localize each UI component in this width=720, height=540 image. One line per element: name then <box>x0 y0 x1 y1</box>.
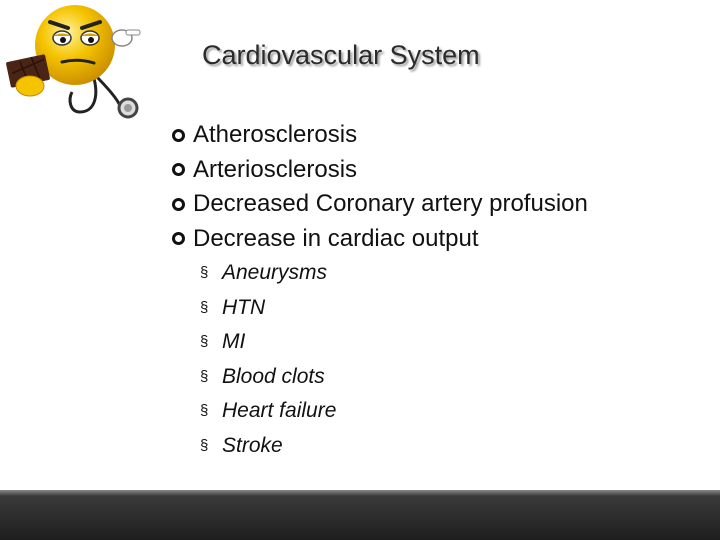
section-bullet-icon: § <box>200 436 209 454</box>
sub-bullet-item <box>200 394 336 429</box>
section-bullet-icon: § <box>200 402 209 419</box>
section-bullet-icon: § <box>200 298 209 316</box>
sub-bullet-text: Aneurysms <box>222 261 328 284</box>
sub-bullet-text: Stroke <box>222 433 283 457</box>
sub-bullet-text: Heart failure <box>222 399 337 422</box>
section-bullet-icon: § <box>200 333 209 350</box>
slide-title: Cardiovascular System <box>202 40 480 70</box>
main-bullet-text: Decreased Coronary artery profusion <box>193 190 588 217</box>
main-bullet-list <box>172 118 588 256</box>
sub-bullet-item <box>200 256 336 291</box>
sub-bullet-item <box>200 429 336 464</box>
sub-bullet-item <box>200 291 336 326</box>
main-bullet-text: Decrease in cardiac output <box>193 224 479 252</box>
section-bullet-icon: § <box>200 264 209 281</box>
smiley-doctor-with-stethoscope-icon <box>0 0 150 125</box>
sub-bullet-item <box>200 360 336 395</box>
main-bullet-item <box>172 222 588 257</box>
sub-bullet-item <box>200 325 336 360</box>
sub-bullet-text: MI <box>222 330 246 353</box>
main-bullet-item <box>172 153 588 188</box>
section-bullet-icon: § <box>200 367 209 385</box>
ring-bullet-icon <box>172 232 185 245</box>
main-bullet-text: Arteriosclerosis <box>193 155 358 183</box>
main-bullet-item <box>172 118 588 153</box>
sub-bullet-list <box>200 256 336 463</box>
main-bullet-text: Atherosclerosis <box>193 121 358 148</box>
main-bullet-item <box>172 187 588 222</box>
sub-bullet-text: HTN <box>222 295 266 319</box>
sub-bullet-text: Blood clots <box>222 364 325 388</box>
ring-bullet-icon <box>172 163 185 176</box>
footer-bar <box>0 490 720 540</box>
ring-bullet-icon <box>172 129 185 142</box>
ring-bullet-icon <box>172 198 185 211</box>
